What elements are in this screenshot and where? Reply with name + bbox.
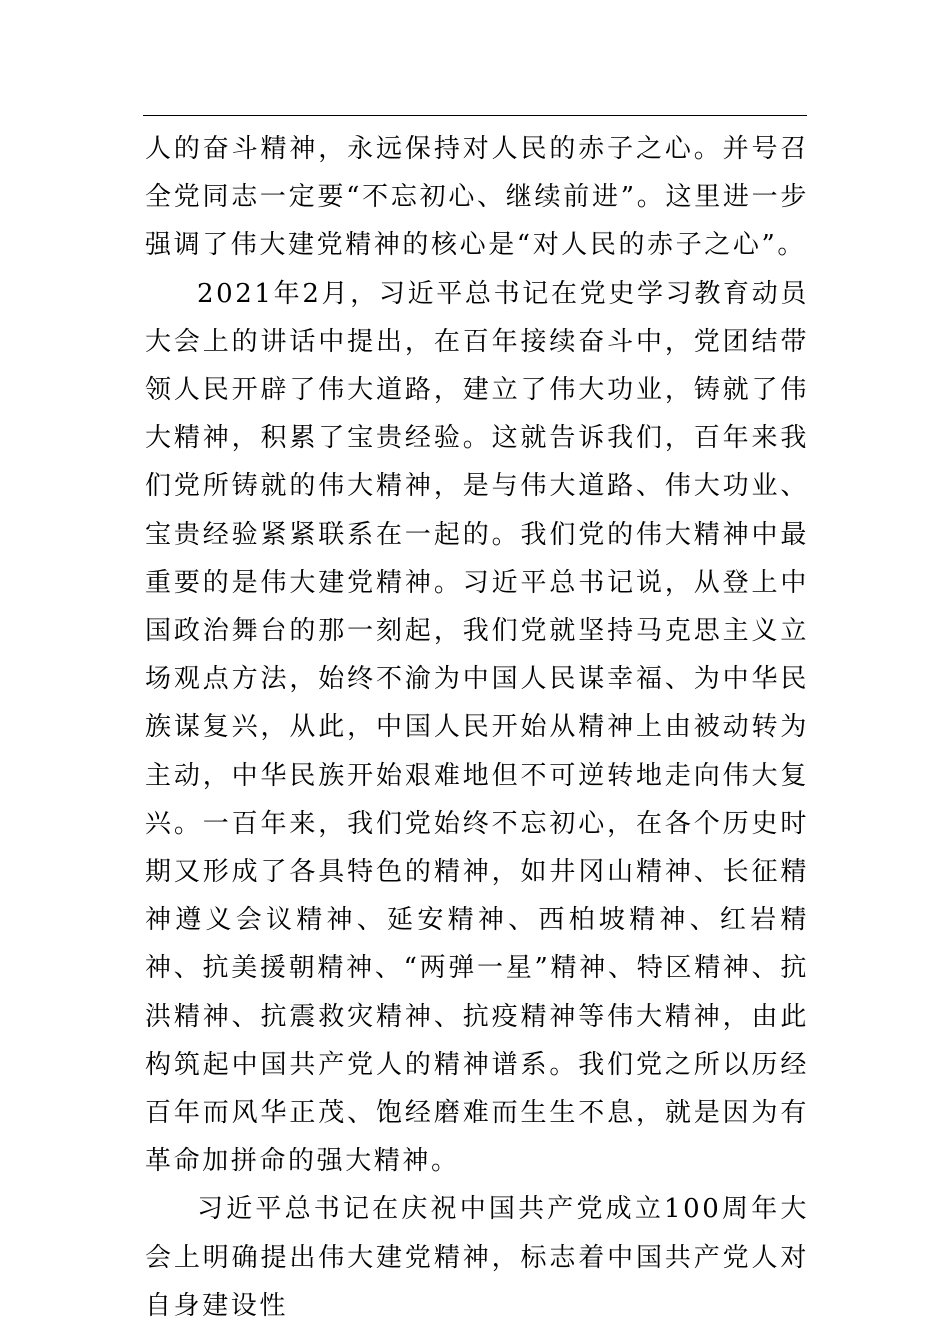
paragraph-centenary-speech: 习近平总书记在庆祝中国共产党成立100周年大会上明确提出伟大建党精神，标志着中国共产党人对自身建设性 [145,1194,809,1321]
body-text [145,125,809,1330]
paragraph-continuation: 人的奋斗精神，永远保持对人民的赤子之心。并号召全党同志一定要“不忘初心、继续前进”。这里进一步强调了伟大建党精神的核心是“对人民的赤子之心”。 [145,134,809,261]
header-rule [143,115,807,116]
paragraph-party-history-speech: 2021年2月，习近平总书记在党史学习教育动员大会上的讲话中提出，在百年接续奋斗中，党团结带领人民开辟了伟大道路，建立了伟大功业，铸就了伟大精神，积累了宝贵经验。这就告诉我们，百年来我们党所铸就的伟大精神，是与伟大道路、伟大功业、宝贵经验紧紧联系在一起的。我们党的伟大精神中最重要的是伟大建党精神。习近平总书记说，从登上中国政治舞台的那一刻起，我们党就坚持马克思主义立场观点方法，始终不渝为中国人民谋幸福、为中华民族谋复兴，从此，中国人民开始从精神上由被动转为主动，中华民族开始艰难地但不可逆转地走向伟大复兴。一百年来，我们党始终不忘初心，在各个历史时期又形成了各具特色的精神，如井冈山精神、长征精神遵义会议精神、延安精神、西柏坡精神、红岩精神、抗美援朝精神、“两弹一星”精神、特区精神、抗洪精神、抗震救灾精神、抗疫精神等伟大精神，由此构筑起中国共产党人的精神谱系。我们党之所以历经百年而风华正茂、饱经磨难而生生不息，就是因为有革命加拼命的强大精神。 [145,278,809,1177]
